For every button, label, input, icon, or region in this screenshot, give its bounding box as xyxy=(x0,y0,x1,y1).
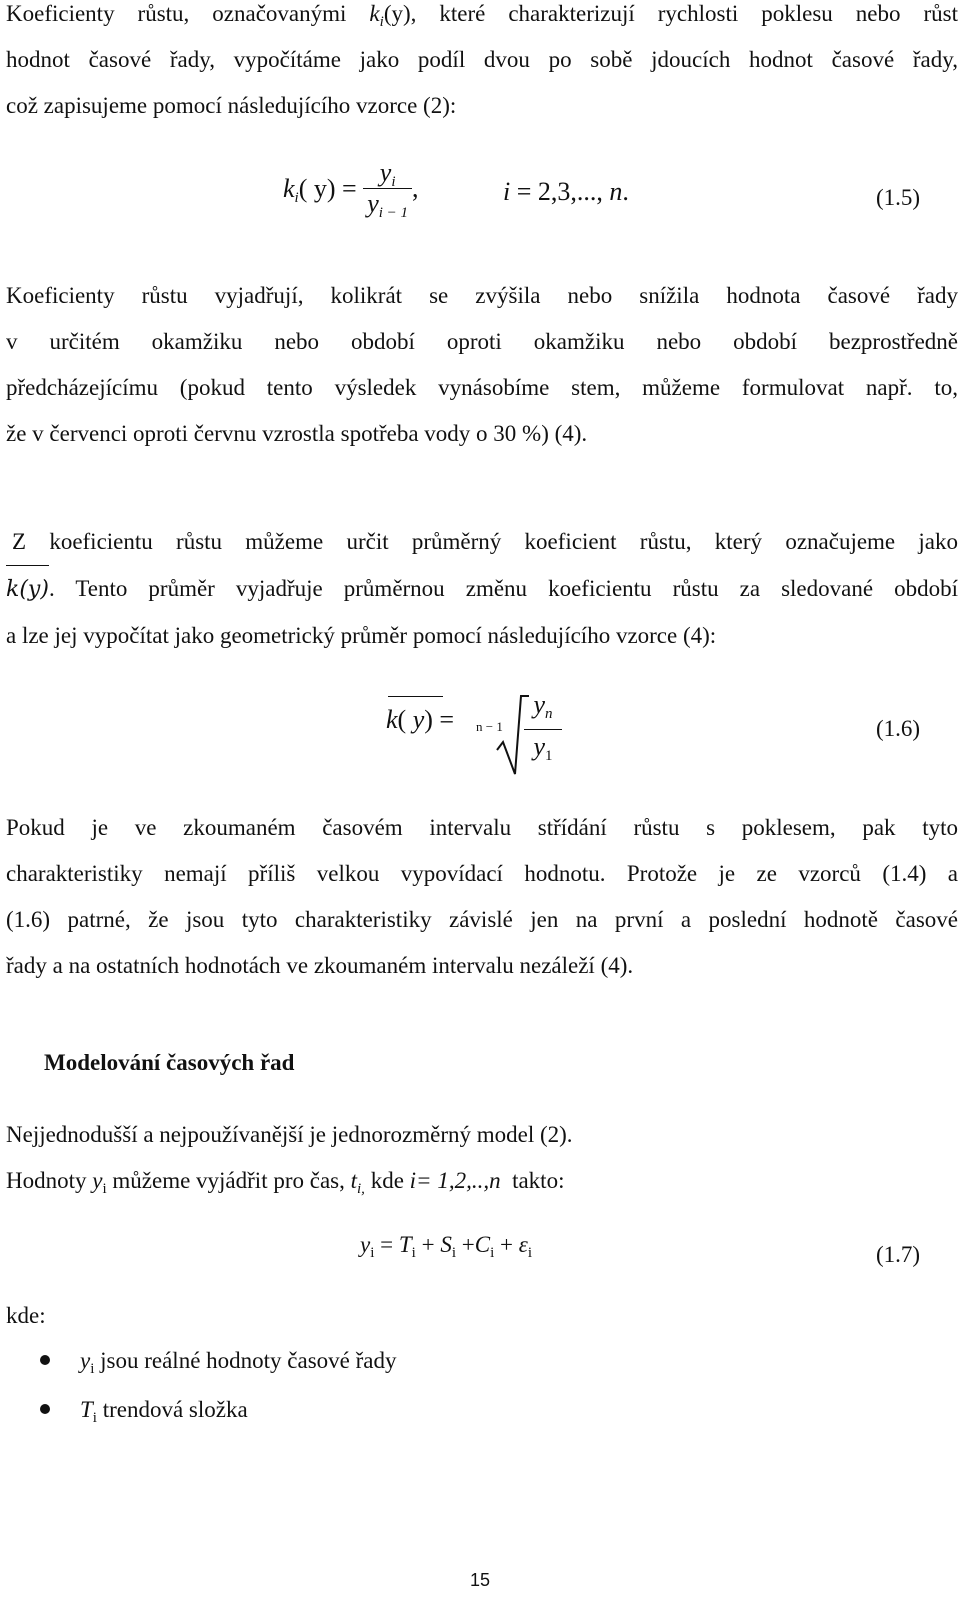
paragraph-growth-coefficients-meaning xyxy=(6,273,958,457)
root-index: n − 1 xyxy=(476,719,503,734)
text-line: Koeficienty růstu, označovanými $k_i(y)$, které charakterizují rychlosti poklesu nebo růst xyxy=(6,1,958,30)
text-line: Nejjednodušší a nejpoužívanější je jednorozměrný model (2). xyxy=(6,1122,573,1147)
text-line: Pokud je ve zkoumaném časovém intervalu střídání růstu s poklesem, pak tyto xyxy=(6,815,958,840)
equation-number: (1.5) xyxy=(876,185,921,210)
equation-number: (1.7) xyxy=(876,1242,921,1267)
equation-1-7: $y_i = T_i + S_i +C_i + \varepsilon_i$ xyxy=(360,1232,532,1261)
text-line: Hodnoty $y_i$ můžeme vyjádřit pro čas, $t_{i,}$ kde i= 1,2,..,n takto: xyxy=(6,1168,565,1197)
text-line: v určitém okamžiku nebo období oproti okamžiku nebo období bezprostředně xyxy=(6,329,958,354)
text-line: (1.6) patrné, že jsou tyto charakteristiky závislé jen na první a poslední hodnotě časové xyxy=(6,907,958,932)
paragraph-average-growth-coefficient xyxy=(6,519,958,659)
average-symbol: k(y) xyxy=(6,565,49,613)
text-line: hodnot časové řady, vypočítáme jako podíl dvou po sobě jdoucích hodnot časové řady, xyxy=(6,47,958,72)
list-item: $y_i$ jsou reálné hodnoty časové řady xyxy=(80,1348,397,1377)
text-line: což zapisujeme pomocí následujícího vzorce (2): xyxy=(6,93,457,118)
paragraph-limitations xyxy=(6,805,958,989)
fraction: $\frac{y_i}{y_{i - 1}}$ xyxy=(363,158,412,219)
equation-1-5-range: i = 2,3,..., n. xyxy=(503,177,629,206)
radical-sign xyxy=(491,692,531,782)
bullet-icon xyxy=(40,1355,50,1365)
equation-1-6: k( y) = n − 1 $y_n$ $y_1$ xyxy=(386,692,566,792)
overline xyxy=(388,696,443,697)
paragraph-growth-coefficients-intro xyxy=(6,0,958,129)
equation-number: (1.6) xyxy=(876,716,921,741)
section-heading: Modelování časových řad xyxy=(44,1050,295,1075)
label-kde: kde: xyxy=(6,1303,46,1328)
text-line: řady a na ostatních hodnotách ve zkoumaném intervalu nezáleží (4). xyxy=(6,953,634,978)
page-number: 15 xyxy=(469,1570,491,1590)
text-line: Z koeficientu růstu můžeme určit průměrný koeficient růstu, který označujeme jako xyxy=(12,529,958,554)
text-line: předcházejícímu (pokud tento výsledek vynásobíme stem, můžeme formulovat např. to, xyxy=(6,375,958,400)
text-line: charakteristiky nemají příliš velkou vypovídací hodnotu. Protože je ze vzorců (1.4) a xyxy=(6,861,958,886)
paragraph-model xyxy=(6,1112,958,1204)
text-line: Koeficienty růstu vyjadřují, kolikrát se zvýšila nebo snížila hodnota časové řady xyxy=(6,283,958,308)
text-line: že v červenci oproti červnu vzrostla spotřeba vody o 30 %) (4). xyxy=(6,421,588,446)
bullet-icon xyxy=(40,1404,50,1414)
equation-1-5: $k_i$( y) = $\frac{y_i}{y_{i - 1}}$ , xyxy=(283,158,419,221)
text-line: k(y). Tento průměr vyjadřuje průměrnou změnu koeficientu růstu za sledované období xyxy=(6,565,958,613)
text-line: a lze jej vypočítat jako geometrický průměr pomocí následujícího vzorce (4): xyxy=(6,623,717,648)
list-item: $T_i$ trendová složka xyxy=(80,1397,248,1426)
